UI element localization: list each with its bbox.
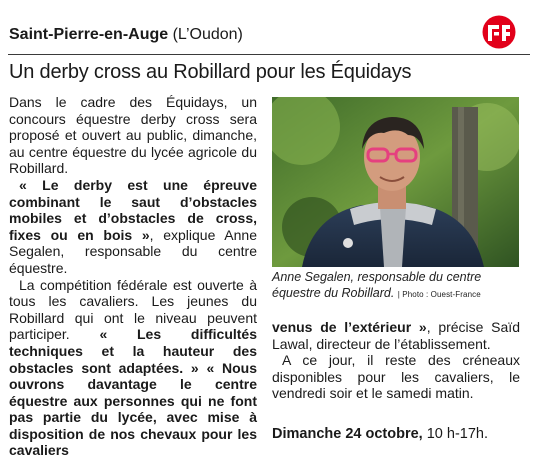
paragraph-3-continued [272,319,520,352]
paragraph-3-text: La compétition fédérale est ouverte à tous les cavaliers. Les jeunes du Robillard qui ont le niveau peuvent participer. [9,276,257,343]
quote-ouvrons-continued: venus de l’extérieur » [272,319,427,335]
paragraph-1: Dans le cadre des Équidays, un concours équestre derby cross sera proposé et ouvert au public, dimanche, au centre équestre du lycée agricole du Robillard. [9,94,257,177]
quote-ouvrons: « Nous ouvrons davantage le centre équestre aux personnes qui ne font pas partie du lycée, avec mise à disposition de nos chevaux pour les cavaliers [9,359,258,459]
event-date [272,426,488,442]
location-line [9,26,243,44]
photo-credit: | Photo : Ouest-France [397,289,481,299]
portrait-photo [272,97,519,267]
left-column [9,94,257,459]
event-hours: 10 h-17h. [426,426,488,442]
article-headline: Un derby cross au Robillard pour les Équidays [9,61,412,83]
event-day: Dimanche 24 octobre, [272,426,423,442]
attribution-segalen: , explique Anne Segalen, responsable du centre équestre. [9,226,257,276]
town-name: Saint-Pierre-en-Auge [9,26,169,43]
paragraph-2 [9,177,257,277]
photo-caption [272,270,522,302]
paragraph-3 [9,277,257,460]
caption-text: Anne Segalen, responsable du centre équestre du Robillard. [272,270,482,300]
paragraph-4: A ce jour, il reste des créneaux disponibles pour les cavaliers, le vendredi soir et le samedi matin. [272,352,520,402]
area-name: (L’Oudon) [172,26,243,43]
quote-difficultes: « Les difficultés techniques et la hauteur des obstacles sont adaptées. » [9,326,258,376]
right-column [272,319,520,402]
quote-segalen: « Le derby est une épreuve combinant le saut d’obstacles mobiles et d’obstacles de cross, fixes ou en bois » [9,176,257,243]
attribution-lawal: , précise Saïd Lawal, directeur de l’établissement. [272,319,520,352]
header-divider [8,54,530,55]
ouest-france-logo-icon [482,15,516,49]
